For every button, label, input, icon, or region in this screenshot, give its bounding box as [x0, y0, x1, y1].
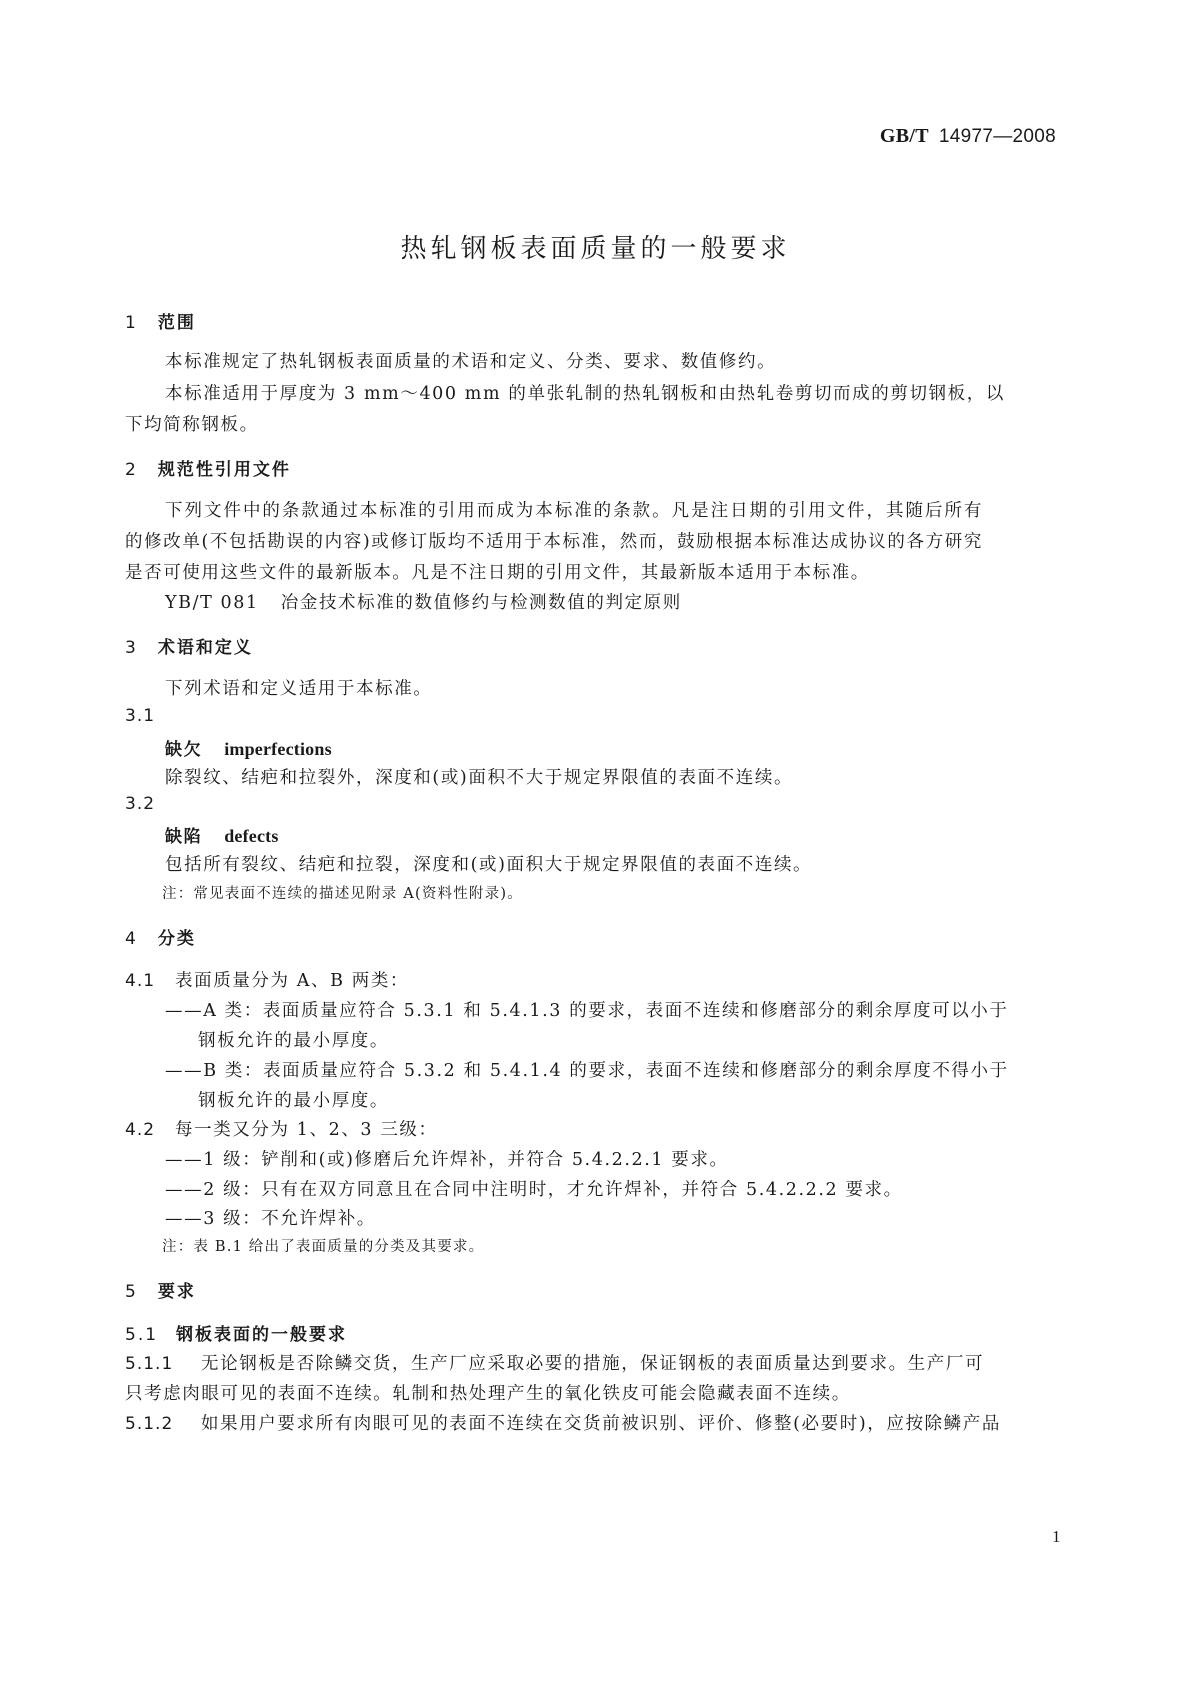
clause-number: 4.2: [125, 1120, 156, 1140]
class-b-line1: ——B 类：表面质量应符合 5.3.2 和 5.4.1.4 的要求，表面不连续和修磨部分的剩余厚度不得小于: [165, 1061, 1009, 1081]
clause-4-1: [125, 967, 409, 992]
section-number: 2: [125, 460, 138, 480]
term-3-2-definition: 包括所有裂纹、结疤和拉裂，深度和(或)面积大于规定界限值的表面不连续。: [165, 855, 813, 875]
grade-1-item: ——1 级：铲削和(或)修磨后允许焊补，并符合 5.4.2.2.1 要求。: [165, 1150, 729, 1170]
clause-title: 钢板表面的一般要求: [176, 1325, 348, 1345]
document-title: 热轧钢板表面质量的一般要求: [400, 234, 791, 264]
section-title: 分类: [157, 929, 196, 949]
class-a-line1: ——A 类：表面质量应符合 5.3.1 和 5.4.1.3 的要求，表面不连续和修磨部分的剩余厚度可以小于: [165, 1001, 1009, 1021]
section-title: 规范性引用文件: [157, 460, 291, 480]
reference-title: 冶金技术标准的数值修约与检测数值的判定原则: [280, 593, 682, 613]
page-number: 1: [1052, 1527, 1061, 1546]
section-title: 范围: [157, 313, 196, 333]
class-b-line2: 钢板允许的最小厚度。: [198, 1091, 389, 1111]
section-4-note: 注：表 B.1 给出了表面质量的分类及其要求。: [162, 1239, 485, 1255]
section-3-heading: [125, 633, 253, 658]
standard-code: GB/T: [879, 125, 929, 147]
reference-code: YB/T 081: [165, 593, 259, 613]
section-2-heading: [125, 455, 291, 480]
term-3-2-title: [165, 822, 279, 847]
grade-3-item: ——3 级：不允许焊补。: [165, 1209, 376, 1229]
clause-text: 每一类又分为 1、2、3 三级：: [175, 1120, 438, 1140]
section-5-heading: [125, 1277, 196, 1302]
clause-text: 表面质量分为 A、B 两类：: [175, 971, 410, 991]
term-3-1-number: 3.1: [125, 706, 156, 726]
term-en: defects: [224, 826, 279, 846]
section-title: 术语和定义: [157, 638, 253, 658]
term-en: imperfections: [224, 739, 332, 759]
section-2-para-line1: 下列文件中的条款通过本标准的引用而成为本标准的条款。凡是注日期的引用文件，其随后所有: [165, 501, 983, 521]
section-3-intro: 下列术语和定义适用于本标准。: [165, 679, 433, 699]
section-1-para2-line1: 本标准适用于厚度为 3 mm～400 mm 的单张轧制的热轧钢板和由热轧卷剪切而成的剪切钢板，以: [165, 384, 1005, 404]
clause-4-2: [125, 1116, 438, 1141]
clause-text: 如果用户要求所有肉眼可见的表面不连续在交货前被识别、评价、修整(必要时)，应按除鳞产品: [201, 1414, 1001, 1434]
clause-text: 无论钢板是否除鳞交货，生产厂应采取必要的措施，保证钢板的表面质量达到要求。生产厂可: [201, 1354, 985, 1374]
term-zh: 缺陷: [165, 827, 203, 847]
term-3-1-definition: 除裂纹、结疤和拉裂外，深度和(或)面积不大于规定界限值的表面不连续。: [165, 768, 794, 788]
clause-5-1-heading: [125, 1320, 347, 1345]
grade-2-item: ——2 级：只有在双方同意且在合同中注明时，才允许焊补，并符合 5.4.2.2.2 要求。: [165, 1180, 903, 1200]
section-1-heading: [125, 308, 196, 333]
term-zh: 缺欠: [165, 740, 203, 760]
term-3-2-number: 3.2: [125, 794, 156, 814]
standard-number: 14977—2008: [938, 126, 1056, 147]
section-number: 3: [125, 638, 138, 658]
section-2-para-line2: 的修改单(不包括勘误的内容)或修订版均不适用于本标准，然而，鼓励根据本标准达成协议的各方研究: [125, 532, 983, 552]
section-number: 1: [125, 313, 138, 333]
clause-number: 4.1: [125, 971, 156, 991]
standard-header: [880, 125, 1056, 148]
section-1-para2-line2: 下均简称钢板。: [125, 415, 259, 435]
clause-number: 5.1: [125, 1325, 159, 1345]
section-number: 5: [125, 1282, 138, 1302]
section-1-para1: 本标准规定了热轧钢板表面质量的术语和定义、分类、要求、数值修约。: [165, 352, 777, 372]
clause-5-1-1-line2: 只考虑肉眼可见的表面不连续。轧制和热处理产生的氧化铁皮可能会隐藏表面不连续。: [125, 1384, 851, 1404]
section-3-note: 注：常见表面不连续的描述见附录 A(资料性附录)。: [162, 886, 523, 902]
clause-number: 5.1.1: [125, 1354, 174, 1374]
section-title: 要求: [157, 1282, 196, 1302]
section-2-para-line3: 是否可使用这些文件的最新版本。凡是不注日期的引用文件，其最新版本适用于本标准。: [125, 563, 870, 583]
clause-5-1-1-line1: [125, 1350, 983, 1375]
normative-reference: [165, 589, 682, 614]
class-a-line2: 钢板允许的最小厚度。: [198, 1031, 389, 1051]
term-3-1-title: [165, 735, 332, 760]
clause-number: 5.1.2: [125, 1414, 174, 1434]
clause-5-1-2-line1: [125, 1410, 1001, 1435]
section-number: 4: [125, 929, 138, 949]
section-4-heading: [125, 924, 196, 949]
